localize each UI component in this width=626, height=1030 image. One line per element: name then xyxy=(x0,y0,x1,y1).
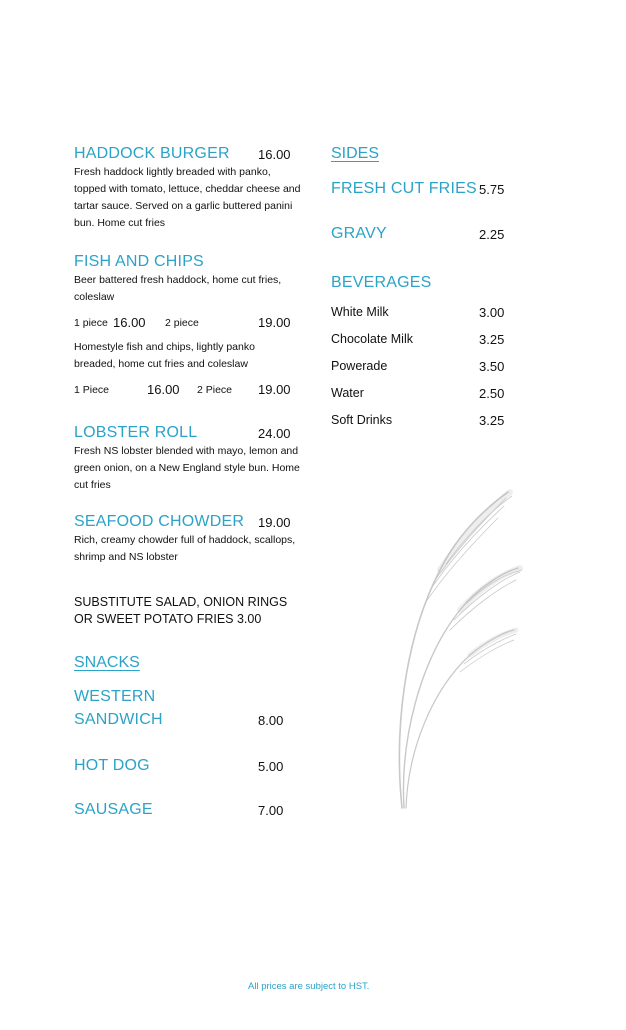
fish-option2-label-a: 1 Piece xyxy=(74,384,110,396)
gravy-title: GRAVY xyxy=(331,225,387,242)
snacks-heading: SNACKS xyxy=(74,654,140,671)
sides-heading: SIDES xyxy=(331,145,380,162)
fish-option2-price-a: 16.00 xyxy=(147,382,180,397)
wheat-grass-illustration-icon xyxy=(380,480,540,820)
fish-option1-price-b: 19.00 xyxy=(258,315,291,330)
hot-dog-price: 5.00 xyxy=(258,759,284,774)
fresh-cut-fries-title: FRESH CUT FRIES xyxy=(331,180,477,197)
seafood-chowder-title: SEAFOOD CHOWDER xyxy=(74,513,245,530)
fish-and-chips-description-2: Homestyle fish and chips, lightly panko breaded, home cut fries and coleslaw xyxy=(74,341,255,370)
fish-and-chips-description-1: Beer battered fresh haddock, home cut fries, coleslaw xyxy=(74,274,282,303)
sausage-title: SAUSAGE xyxy=(74,801,153,818)
lobster-roll-title: LOBSTER ROLL xyxy=(74,424,198,441)
substitute-note: SUBSTITUTE SALAD, ONION RINGS OR SWEET POTATO FRIES 3.00 xyxy=(74,595,288,626)
beverage-name: Chocolate Milk xyxy=(331,332,413,346)
beverage-name: Soft Drinks xyxy=(331,413,393,427)
fish-option1-label-a: 1 piece xyxy=(74,317,108,329)
haddock-burger-title: HADDOCK BURGER xyxy=(74,145,230,162)
beverage-price: 2.50 xyxy=(479,386,505,401)
beverage-name: Water xyxy=(331,386,364,400)
fish-option2-label-b: 2 Piece xyxy=(197,384,233,396)
lobster-roll-description: Fresh NS lobster blended with mayo, lemon and green onion, on a New England style bun. Home cut fries xyxy=(74,445,300,491)
western-sandwich-title-line1: WESTERN xyxy=(74,688,156,705)
western-sandwich-title-line2: SANDWICH xyxy=(74,711,163,728)
fish-option1-label-b: 2 piece xyxy=(165,317,199,329)
beverage-price: 3.25 xyxy=(479,413,505,428)
beverage-price: 3.25 xyxy=(479,332,505,347)
sausage-price: 7.00 xyxy=(258,803,284,818)
beverage-price: 3.00 xyxy=(479,305,505,320)
footer-note: All prices are subject to HST. xyxy=(248,981,370,992)
fish-option2-price-b: 19.00 xyxy=(258,382,291,397)
haddock-burger-description: Fresh haddock lightly breaded with panko, topped with tomato, lettuce, cheddar cheese and tartar sauce. Served on a garlic buttered panini bun. Home cut fries xyxy=(74,166,301,229)
beverages-heading: BEVERAGES xyxy=(331,274,432,291)
seafood-chowder-price: 19.00 xyxy=(258,515,291,530)
lobster-roll-price: 24.00 xyxy=(258,426,291,441)
western-sandwich-price: 8.00 xyxy=(258,713,284,728)
fresh-cut-fries-price: 5.75 xyxy=(479,182,505,197)
haddock-burger-price: 16.00 xyxy=(258,147,291,162)
seafood-chowder-description: Rich, creamy chowder full of haddock, scallops, shrimp and NS lobster xyxy=(74,534,296,563)
beverage-name: Powerade xyxy=(331,359,388,373)
fish-option1-price-a: 16.00 xyxy=(113,315,146,330)
hot-dog-title: HOT DOG xyxy=(74,757,150,774)
beverage-name: White Milk xyxy=(331,305,389,319)
gravy-price: 2.25 xyxy=(479,227,505,242)
fish-and-chips-title: FISH AND CHIPS xyxy=(74,253,204,270)
beverage-price: 3.50 xyxy=(479,359,505,374)
